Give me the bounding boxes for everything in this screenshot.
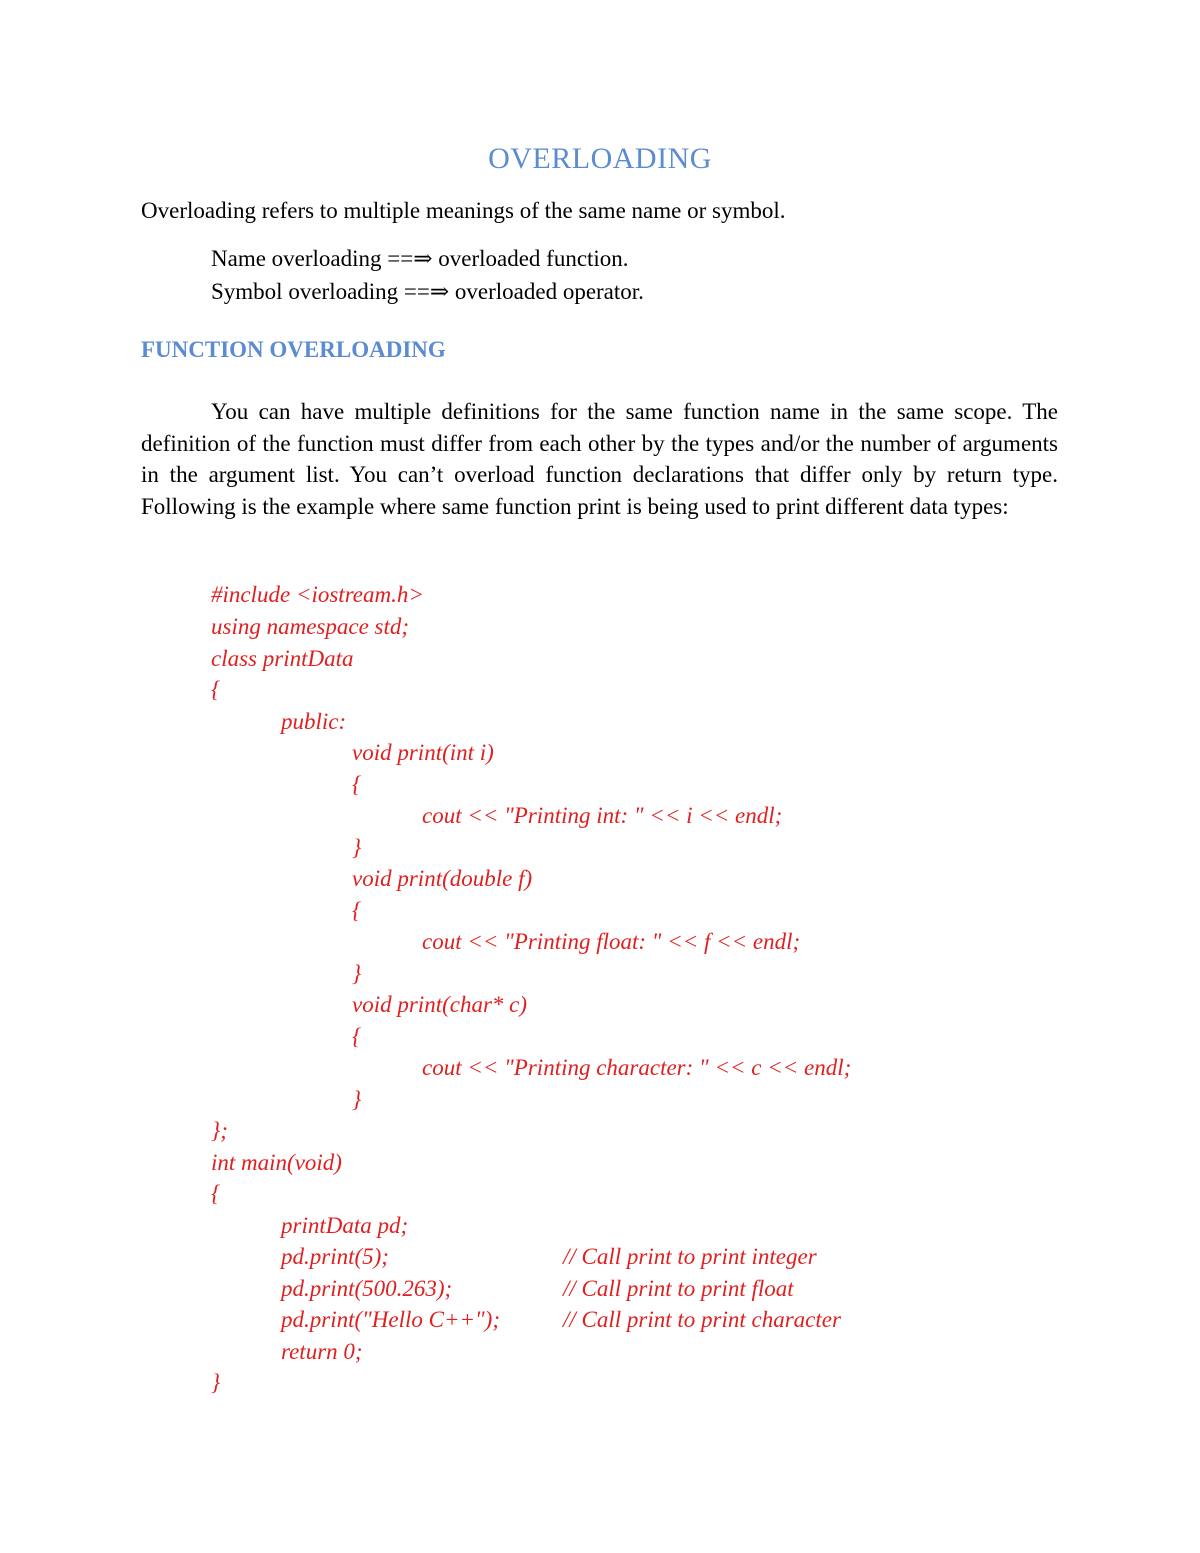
code-line: void print(int i)	[352, 740, 494, 765]
code-line: pd.print(500.263);	[281, 1276, 453, 1301]
code-line: }	[352, 1087, 362, 1112]
code-line: class printData	[211, 646, 354, 671]
code-line: void print(double f)	[352, 866, 533, 891]
code-line: {	[352, 772, 362, 797]
page-title: OVERLOADING	[488, 142, 712, 175]
code-line: pd.print(5);	[281, 1244, 389, 1269]
code-line: };	[211, 1118, 228, 1143]
explanation-paragraph	[141, 396, 1058, 522]
code-comment: // Call print to print integer	[563, 1244, 817, 1269]
code-line: #include <iostream.h>	[211, 582, 424, 607]
code-line: using namespace std;	[211, 614, 410, 639]
code-line: }	[211, 1370, 221, 1395]
code-line: {	[352, 898, 362, 923]
code-line: cout << "Printing float: " << f << endl;	[422, 929, 801, 954]
code-line: public:	[281, 709, 347, 734]
symbol-overloading-line: Symbol overloading ==⇒ overloaded operator.	[211, 279, 644, 304]
intro-sentence: Overloading refers to multiple meanings of the same name or symbol.	[141, 198, 786, 223]
code-line: }	[352, 961, 362, 986]
code-comment: // Call print to print float	[563, 1276, 794, 1301]
code-line: int main(void)	[211, 1150, 342, 1175]
section-heading: FUNCTION OVERLOADING	[141, 337, 446, 362]
code-line: cout << "Printing character: " << c << endl;	[422, 1055, 852, 1080]
name-overloading-line: Name overloading ==⇒ overloaded function.	[211, 246, 629, 271]
code-line: pd.print("Hello C++");	[281, 1307, 501, 1332]
code-line: return 0;	[281, 1339, 363, 1364]
code-line: {	[211, 1181, 221, 1206]
code-comment: // Call print to print character	[563, 1307, 841, 1332]
paragraph-text: You can have multiple definitions for the same function name in the same scope. The definition of the function must differ from each other by the types and/or the number of arguments in the argument list. You can’t overload function declarations that differ only by return type. Following is the example where same function print is being used to print different data types:	[141, 399, 1058, 519]
code-line: printData pd;	[281, 1213, 409, 1238]
code-line: {	[211, 677, 221, 702]
code-line: }	[352, 835, 362, 860]
code-line: void print(char* c)	[352, 992, 528, 1017]
code-line: {	[352, 1024, 362, 1049]
code-line: cout << "Printing int: " << i << endl;	[422, 803, 783, 828]
